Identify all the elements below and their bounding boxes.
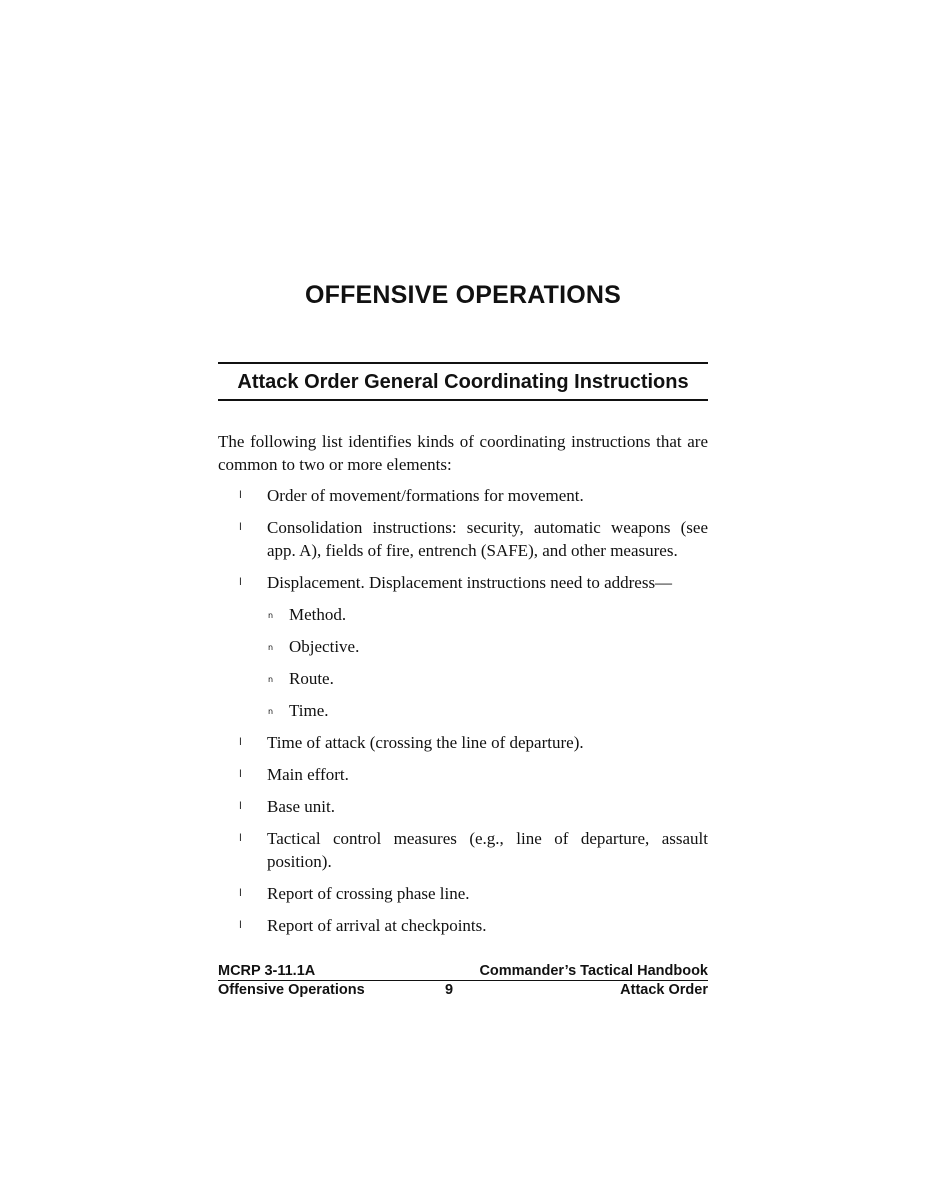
list-item-text: Report of crossing phase line. [267,884,470,903]
list-item [218,827,708,873]
list-item [218,484,708,507]
coordinating-instructions-list [218,484,708,937]
sub-bullet-icon: n [268,707,274,716]
list-item [218,763,708,786]
footer-topic: Attack Order [620,982,708,998]
list-item [218,731,708,754]
bullet-icon: l [239,801,242,812]
list-item-text: Order of movement/formations for movement. [267,486,584,505]
bullet-icon: l [239,522,242,533]
footer-row-top [218,962,708,981]
page-footer [218,962,708,999]
section-rule-bottom [218,399,708,401]
section-rule-top [218,362,708,364]
footer-handbook-title: Commander’s Tactical Handbook [479,963,708,979]
sub-list-item [267,635,708,658]
list-item-text: Displacement. Displacement instructions need to address— [267,573,673,592]
sub-list-item [267,699,708,722]
bullet-icon: l [239,577,242,588]
list-item-text: Tactical control measures (e.g., line of departure, assault position). [267,829,708,871]
footer-doc-number: MCRP 3-11.1A [218,963,316,979]
sub-bullet-icon: n [268,675,274,684]
intro-paragraph: The following list identifies kinds of coordinating instructions that are common to two or more elements: [218,432,708,474]
sub-list-item [267,667,708,690]
list-item [218,795,708,818]
sub-list-item-text: Time. [289,701,329,720]
list-item [218,914,708,937]
body-text [218,430,708,946]
footer-chapter: Offensive Operations [218,982,365,998]
list-item [218,516,708,562]
sub-list-item-text: Route. [289,669,334,688]
list-item [218,571,708,722]
sub-list-item-text: Method. [289,605,347,624]
bullet-icon: l [239,769,242,780]
list-item-text: Consolidation instructions: security, automatic weapons (see app. A), fields of fire, entrench (SAFE), and other measures. [267,518,708,560]
list-item [218,882,708,905]
bullet-icon: l [239,737,242,748]
sub-list-item [267,603,708,626]
list-item-text: Time of attack (crossing the line of departure). [267,733,584,752]
chapter-title: OFFENSIVE OPERATIONS [304,281,622,309]
sub-bullet-icon: n [268,611,274,620]
bullet-icon: l [239,888,242,899]
bullet-icon: l [239,490,242,501]
displacement-sublist [267,603,708,722]
bullet-icon: l [239,833,242,844]
section-title: Attack Order General Coordinating Instructions [237,371,689,393]
sub-bullet-icon: n [268,643,274,652]
list-item-text: Main effort. [267,765,349,784]
footer-page-number: 9 [445,982,454,998]
list-item-text: Base unit. [267,797,335,816]
list-item-text: Report of arrival at checkpoints. [267,916,487,935]
sub-list-item-text: Objective. [289,637,360,656]
footer-row-bottom [218,981,708,999]
bullet-icon: l [239,920,242,931]
